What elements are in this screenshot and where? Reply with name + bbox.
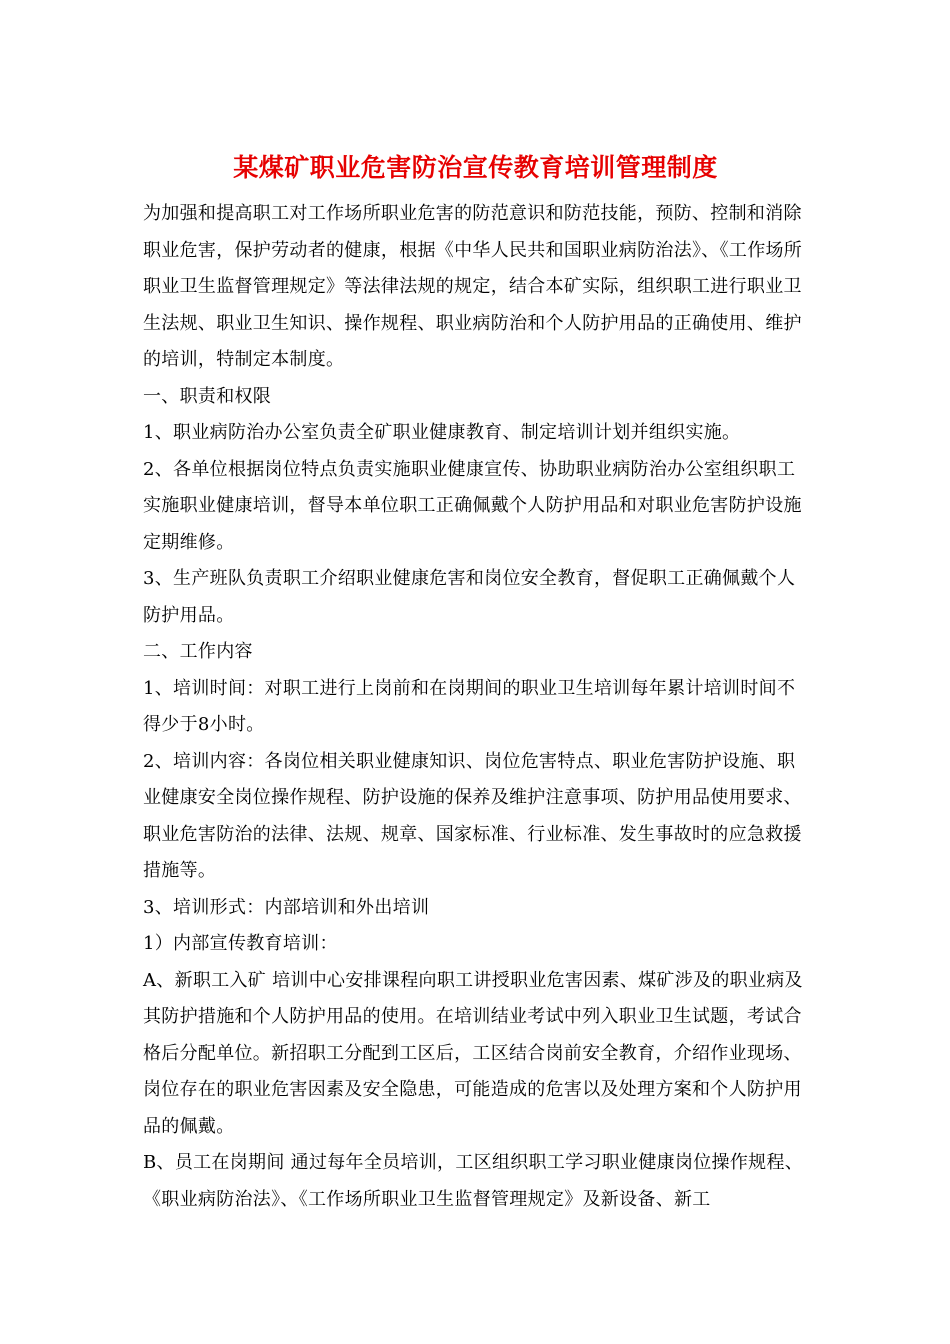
paragraph-item: 1、职业病防治办公室负责全矿职业健康教育、制定培训计划并组织实施。: [143, 422, 741, 443]
paragraph-item: 3、生产班队负责职工介绍职业健康危害和岗位安全教育，督促职工正确佩戴个人防护用品。: [143, 568, 796, 626]
paragraph-item: 1、培训时间：对职工进行上岗前和在岗期间的职业卫生培训每年累计培训时间不得少于8小时。: [143, 677, 796, 735]
paragraph-item: 1）内部宣传教育培训：: [143, 933, 338, 954]
document-page: [143, 150, 808, 1218]
paragraph-item: 2、各单位根据岗位特点负责实施职业健康宣传、协助职业病防治办公室组织职工实施职业健康培训，督导本单位职工正确佩戴个人防护用品和对职业危害防护设施定期维修。: [143, 458, 802, 553]
document-body: [143, 196, 808, 1218]
paragraph-item: 3、培训形式：内部培训和外出培训: [143, 896, 430, 918]
intro-paragraph: 为加强和提高职工对工作场所职业危害的防范意识和防范技能，预防、控制和消除职业危害，保护劳动者的健康，根据《中华人民共和国职业病防治法》、《工作场所职业卫生监督管理规定》等法律法规的规定，结合本矿实际，组织职工进行职业卫生法规、职业卫生知识、操作规程、职业病防治和个人防护用品的正确使用、维护的培训，特制定本制度。: [143, 203, 803, 370]
section-heading-responsibilities: 一、职责和权限: [143, 385, 272, 407]
paragraph-item: 2、培训内容：各岗位相关职业健康知识、岗位危害特点、职业危害防护设施、职业健康安全岗位操作规程、防护设施的保养及维护注意事项、防护用品使用要求、职业危害防治的法律、法规、规章、国家标准、行业标准、发生事故时的应急救援措施等。: [143, 750, 802, 881]
section-heading-work-content: 二、工作内容: [143, 641, 253, 662]
document-title: 某煤矿职业危害防治宣传教育培训管理制度: [233, 153, 718, 182]
paragraph-item: A、新职工入矿 培训中心安排课程向职工讲授职业危害因素、煤矿涉及的职业病及其防护措施和个人防护用品的使用。在培训结业考试中列入职业卫生试题，考试合格后分配单位。新招职工分配到工区后，工区结合岗前安全教育，介绍作业现场、岗位存在的职业危害因素及安全隐患，可能造成的危害以及处理方案和个人防护用品的佩戴。: [143, 969, 803, 1137]
paragraph-item: B、员工在岗期间 通过每年全员培训，工区组织职工学习职业健康岗位操作规程、《职业病防治法》、《工作场所职业卫生监督管理规定》及新设备、新工: [143, 1152, 804, 1210]
